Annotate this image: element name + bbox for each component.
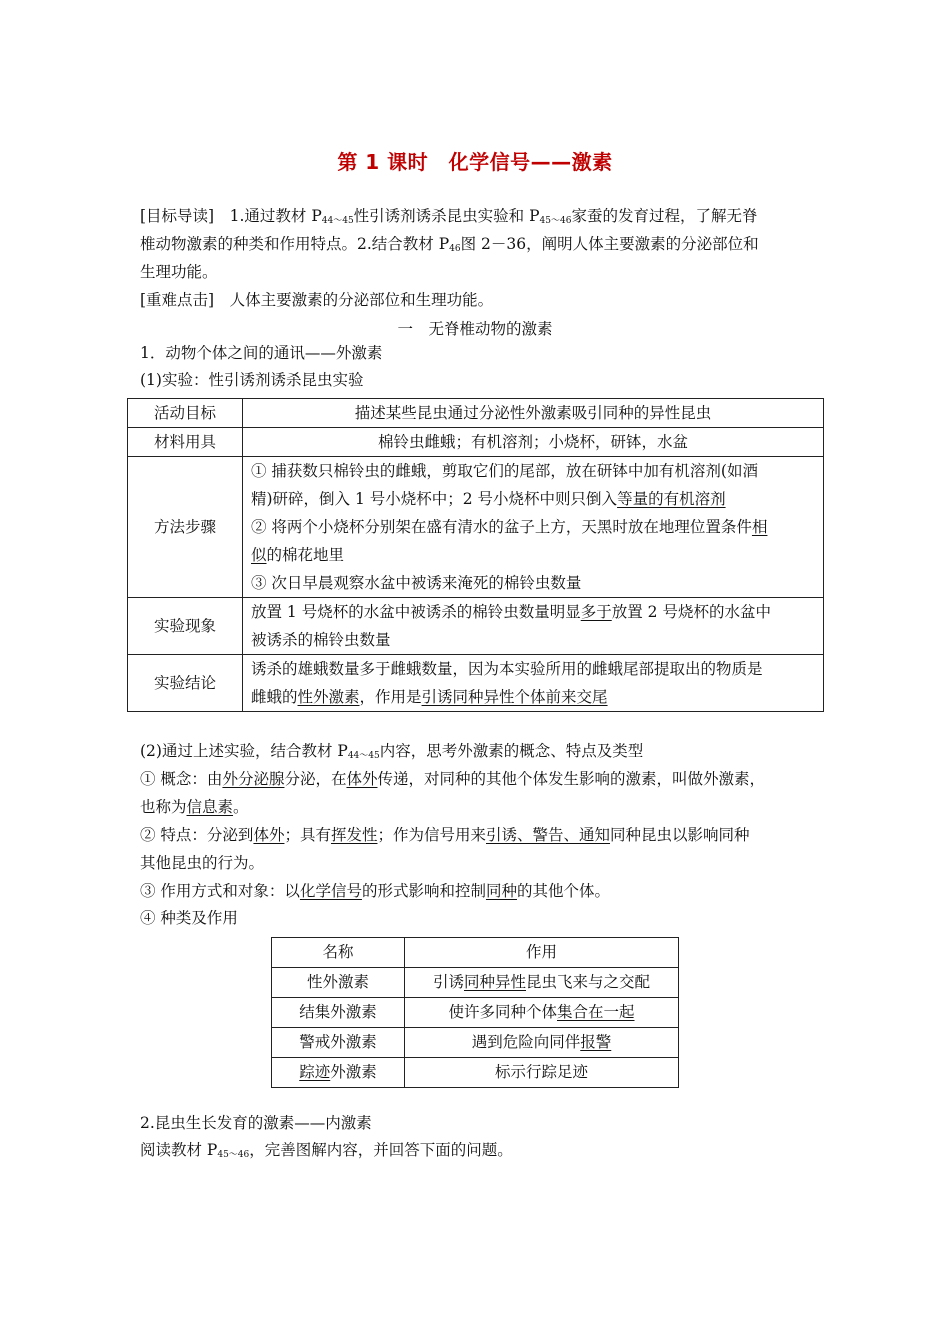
- row-content: 棉铃虫雌蛾；有机溶剂；小烧杯，研钵，水盆: [243, 428, 824, 457]
- row-content: 诱杀的雄蛾数量多于雌蛾数量，因为本实验所用的雌蛾尾部提取出的物质是 雌蛾的性外激素，作用是引诱同种异性个体前来交尾: [243, 655, 824, 712]
- row-label: 方法步骤: [128, 457, 243, 598]
- page-title: 第 1 课时 化学信号——激素: [337, 150, 613, 174]
- row-content: 描述某些昆虫通过分泌性外激素吸引同种的异性昆虫: [243, 399, 824, 428]
- key-points: [重难点击] 人体主要激素的分泌部位和生理功能。: [140, 291, 494, 309]
- goals-tag: [目标导读]: [140, 207, 215, 225]
- pheromone-types-table: [271, 937, 679, 1088]
- mode-line: ③ 作用方式和对象：以化学信号的形式影响和控制同种的其他个体。: [140, 882, 610, 900]
- goals-line-3: 生理功能。: [140, 263, 218, 281]
- concept-line-2: 也称为信息素。: [140, 798, 249, 816]
- goals-line-2: 椎动物激素的种类和作用特点。2.结合教材 $P_{46}$图 2－36，阐明人体主要激素的分泌部位和: [140, 235, 759, 254]
- feature-line-2: 其他昆虫的行为。: [140, 854, 265, 872]
- column-header: 名称: [272, 938, 405, 968]
- row-label: 材料用具: [128, 428, 243, 457]
- table-row: [128, 457, 824, 598]
- types-heading: ④ 种类及作用: [140, 909, 238, 927]
- table-row: [128, 598, 824, 655]
- experiment-table: [127, 398, 824, 712]
- item-1-heading: 1．动物个体之间的通讯——外激素: [140, 344, 383, 362]
- item-1-1-heading: (1)实验：性引诱剂诱杀昆虫实验: [140, 371, 364, 389]
- table-row: 踪迹外激素 标示行踪足迹: [272, 1058, 679, 1088]
- reading-instruction: 阅读教材 $P_{45\sim 46}$，完善图解内容，并回答下面的问题。: [140, 1141, 513, 1160]
- item-2-heading: 2.昆虫生长发育的激素——内激素: [140, 1114, 372, 1132]
- section-heading: 一 无脊椎动物的激素: [397, 320, 553, 338]
- goals-line-1: [目标导读] 1.通过教材 $P_{44\sim 45}$性引诱剂诱杀昆虫实验和 $P_{45\sim 46}$家蚕的发育过程，了解无脊: [140, 207, 758, 226]
- column-header: 作用: [405, 938, 679, 968]
- row-label: 实验结论: [128, 655, 243, 712]
- table-row: [128, 655, 824, 712]
- row-content: 放置 1 号烧杯的水盆中被诱杀的棉铃虫数量明显多于放置 2 号烧杯的水盆中 被诱杀的棉铃虫数量: [243, 598, 824, 655]
- table-row: 结集外激素 使许多同种个体集合在一起: [272, 998, 679, 1028]
- table-header-row: [272, 938, 679, 968]
- key-points-tag: [重难点击]: [140, 291, 215, 309]
- table-row: [128, 428, 824, 457]
- table-row: 性外激素 引诱同种异性昆虫飞来与之交配: [272, 968, 679, 998]
- concept-line-1: ① 概念：由外分泌腺分泌，在体外传递，对同种的其他个体发生影响的激素，叫做外激素，: [140, 770, 765, 788]
- item-1-2-heading: (2)通过上述实验，结合教材 $P_{44\sim 45}$内容，思考外激素的概念、特点及类型: [140, 742, 644, 761]
- feature-line-1: ② 特点：分泌到体外；具有挥发性；作为信号用来引诱、警告、通知同种昆虫以影响同种: [140, 826, 750, 844]
- table-row: 警戒外激素 遇到危险向同伴报警: [272, 1028, 679, 1058]
- row-content: ① 捕获数只棉铃虫的雌蛾，剪取它们的尾部，放在研钵中加有机溶剂(如酒 精)研碎，倒入 1 号小烧杯中；2 号小烧杯中则只倒入等量的有机溶剂 ② 将两个小烧杯分别架在盛有清水的盆子上方，天黑时放在地理位置条件相 似的棉花地里 ③ 次日早晨观察水盆中被诱来淹死的棉铃虫数量: [243, 457, 824, 598]
- row-label: 实验现象: [128, 598, 243, 655]
- row-label: 活动目标: [128, 399, 243, 428]
- table-row: [128, 399, 824, 428]
